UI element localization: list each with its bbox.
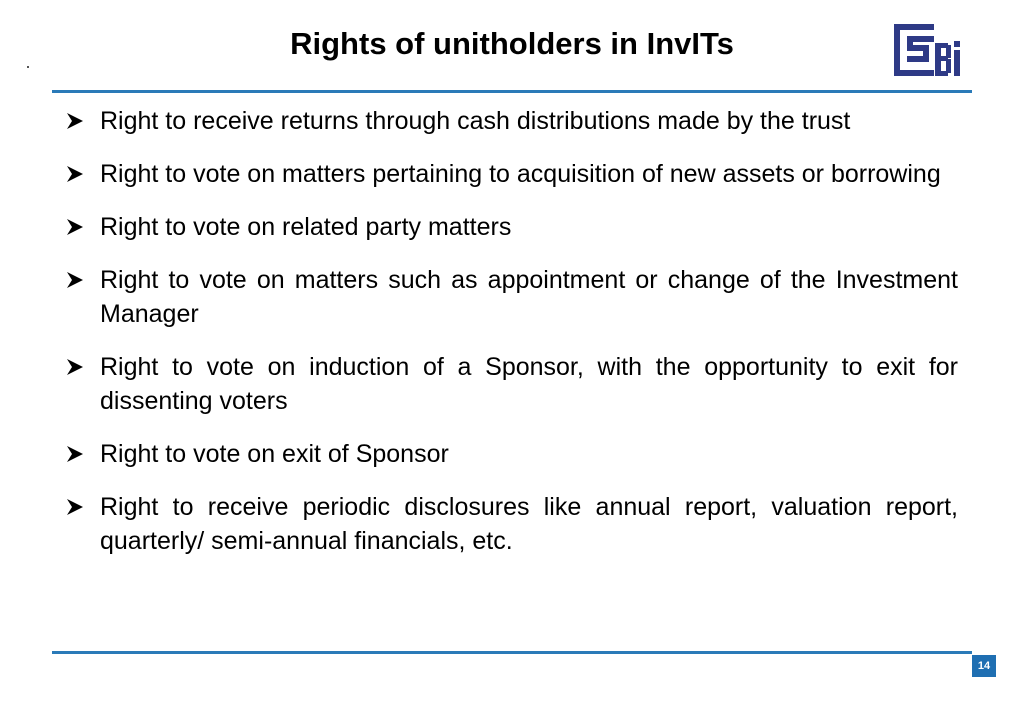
arrowhead-bullet-icon — [66, 263, 100, 297]
header-rule — [52, 90, 972, 93]
bullet-item — [66, 437, 958, 471]
stray-dot — [27, 66, 29, 68]
bullet-list — [66, 104, 958, 577]
arrowhead-bullet-icon — [66, 437, 100, 471]
page-number-badge: 14 — [972, 655, 996, 677]
bullet-text: Right to receive periodic disclosures like annual report, valuation report, quarterly/ semi-annual financials, etc. — [100, 493, 958, 555]
bullet-item — [66, 350, 958, 418]
bullet-text: Right to vote on related party matters — [100, 213, 512, 241]
sebi-logo-icon — [893, 21, 962, 81]
arrowhead-bullet-icon — [66, 210, 100, 244]
bullet-text: Right to vote on exit of Sponsor — [100, 440, 449, 468]
bullet-item — [66, 210, 958, 244]
arrowhead-bullet-icon — [66, 157, 100, 191]
bullet-text: Right to vote on induction of a Sponsor, with the opportunity to exit for dissenting voters — [100, 353, 958, 415]
footer-rule — [52, 651, 972, 654]
bullet-text: Right to vote on matters pertaining to acquisition of new assets or borrowing — [100, 160, 941, 188]
bullet-text: Right to vote on matters such as appointment or change of the Investment Manager — [100, 266, 958, 328]
bullet-item — [66, 490, 958, 558]
bullet-item — [66, 104, 958, 138]
arrowhead-bullet-icon — [66, 350, 100, 384]
bullet-item — [66, 263, 958, 331]
bullet-item — [66, 157, 958, 191]
arrowhead-bullet-icon — [66, 104, 100, 138]
bullet-text: Right to receive returns through cash distributions made by the trust — [100, 107, 851, 135]
arrowhead-bullet-icon — [66, 490, 100, 524]
slide-title: Rights of unitholders in InvITs — [290, 26, 734, 61]
